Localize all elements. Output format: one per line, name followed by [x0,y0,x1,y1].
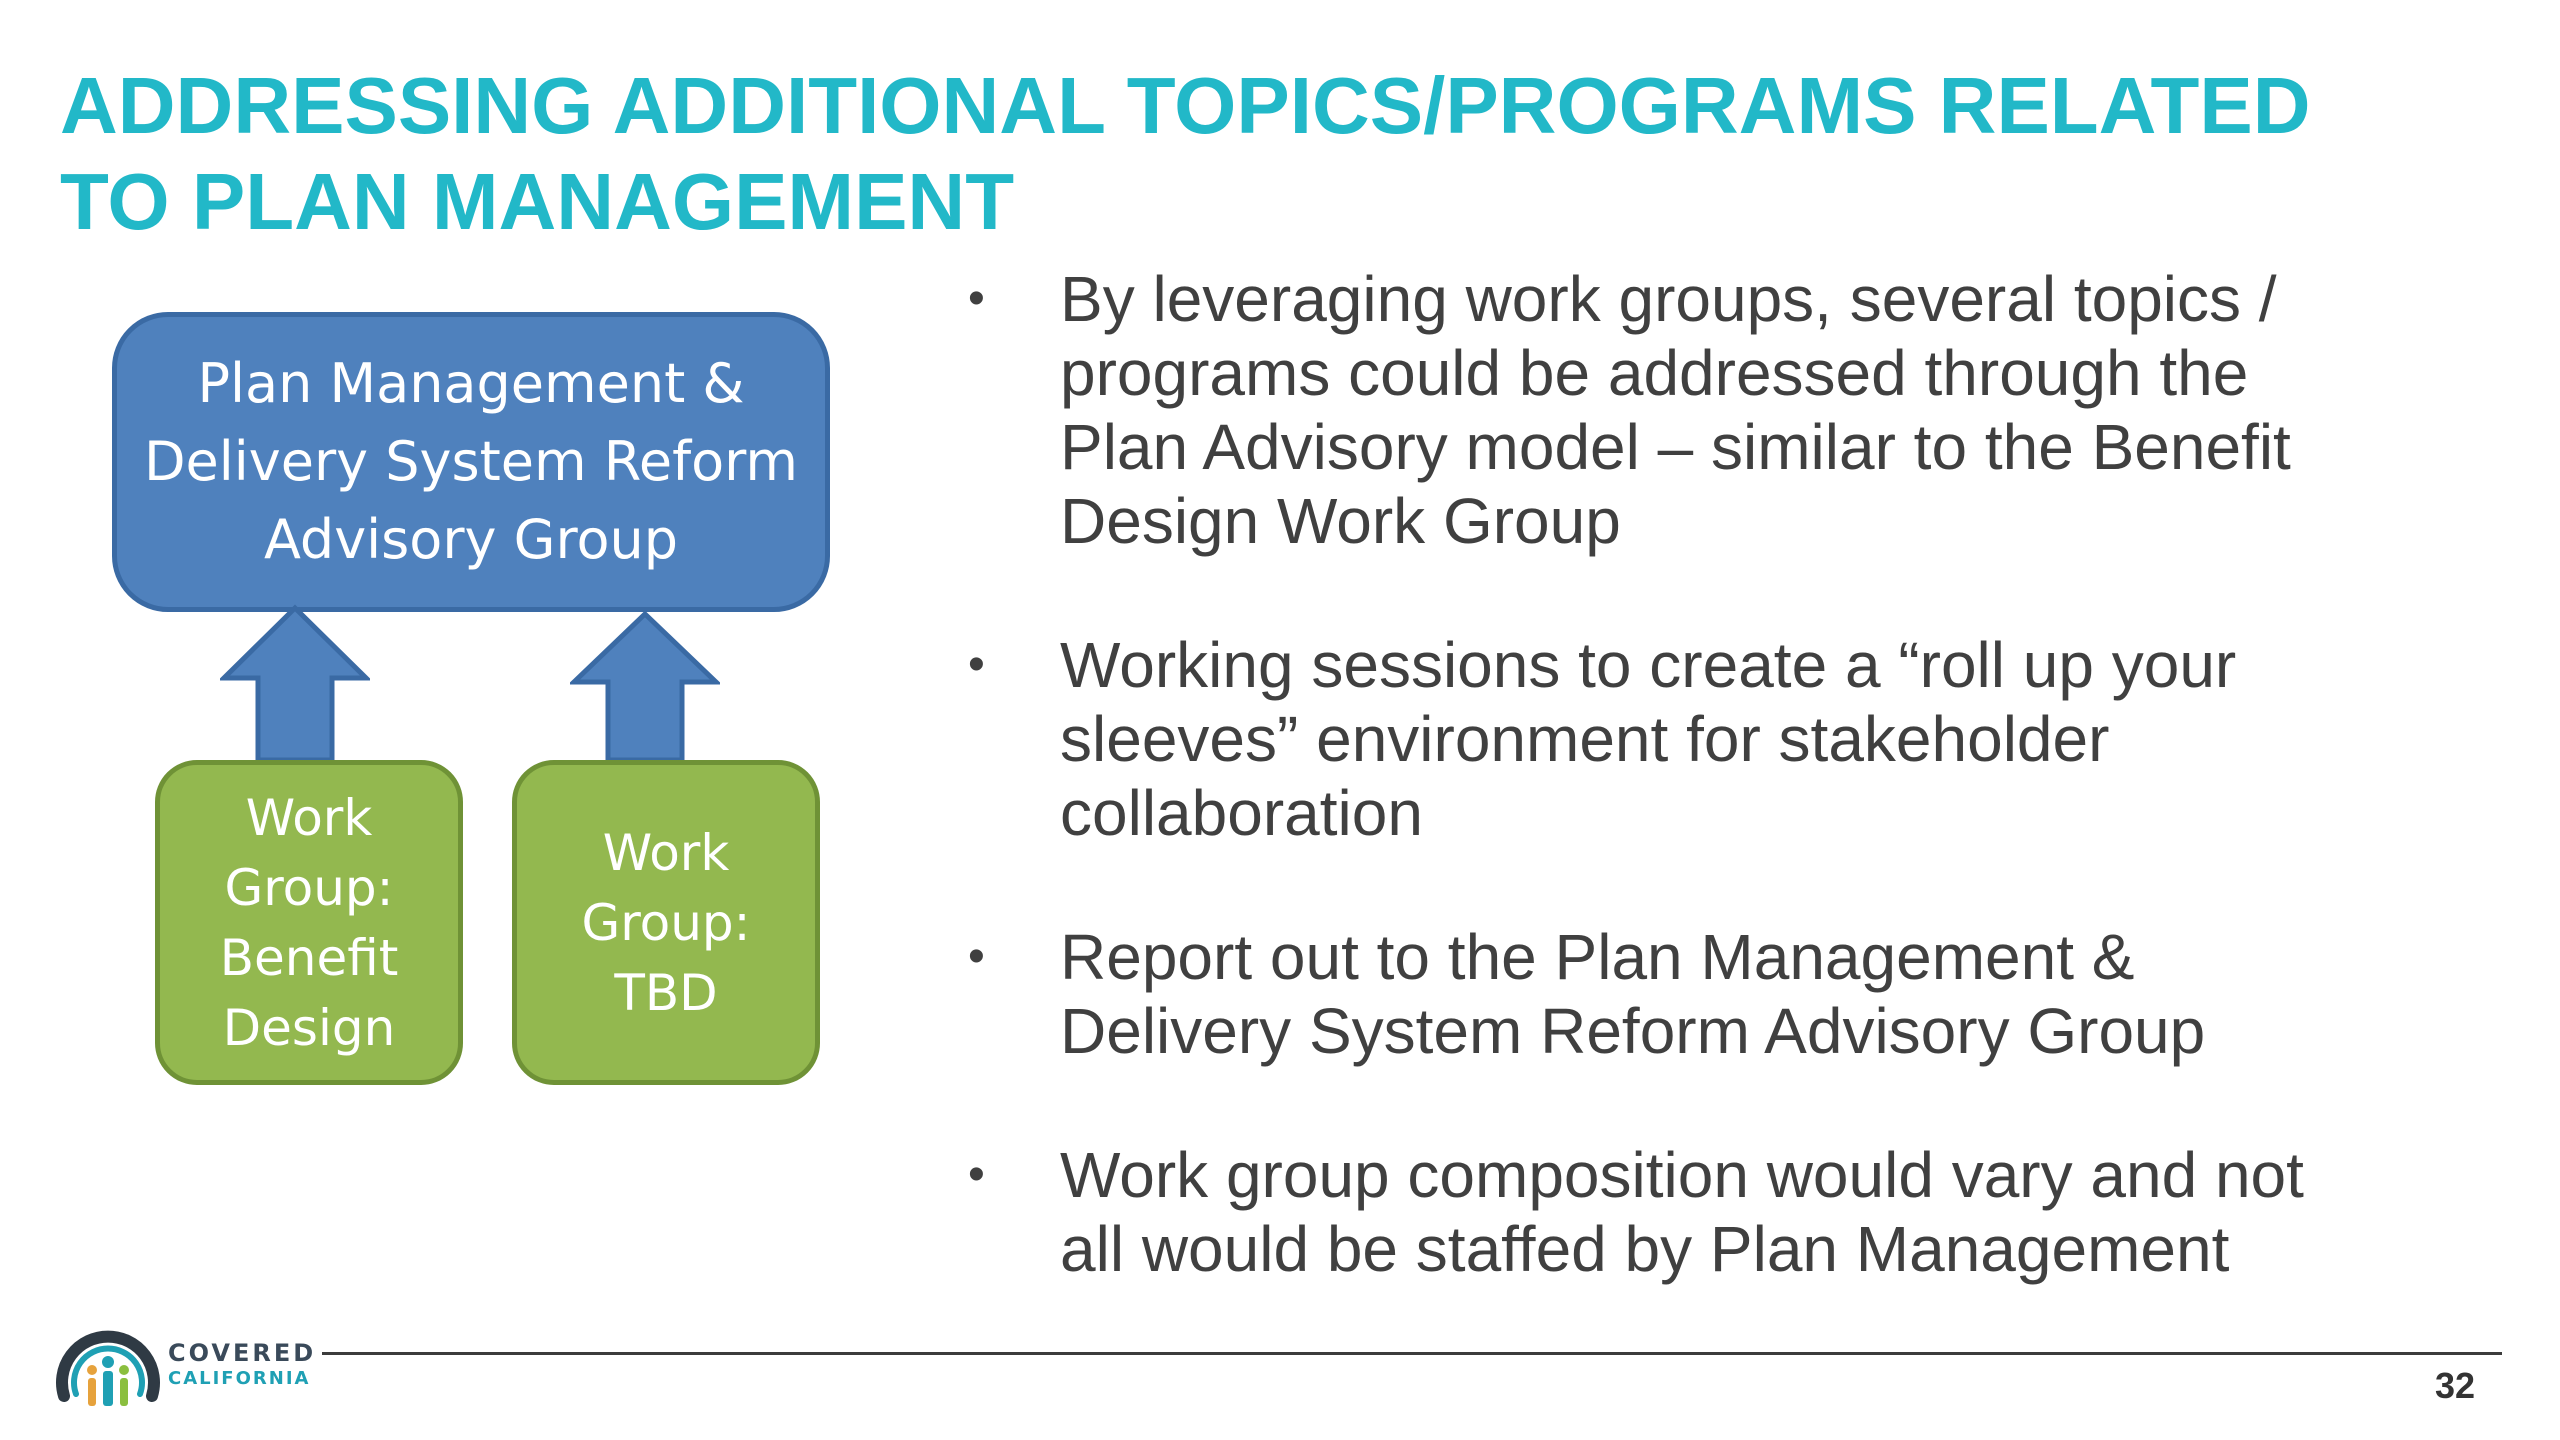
bullet-line: Delivery System Reform Advisory Group [1060,995,2206,1067]
advisory-group-line: Advisory Group [263,508,679,571]
bullet-line: all would be staffed by Plan Management [1060,1213,2230,1285]
work-group-line: Group: [581,893,751,952]
work-group-line: Work [602,823,730,882]
work-group-line: Work [245,788,373,847]
bullet-item [960,262,2460,558]
bullet-marker: • [968,272,985,325]
page-number: 32 [2435,1365,2476,1406]
title-line: TO PLAN MANAGEMENT [60,157,1015,246]
org-diagram [0,0,900,1200]
up-arrow-icon [570,610,720,764]
bullet-item [960,920,2460,1068]
logo-line: CALIFORNIA [168,1368,311,1389]
bullet-item [960,1138,2460,1286]
bullet-line: By leveraging work groups, several topics / [1060,263,2277,335]
bullet-line: programs could be addressed through the [1060,337,2249,409]
bullet-line: collaboration [1060,777,1423,849]
covered-california-logo-icon [52,1310,164,1422]
bullet-marker: • [968,638,985,691]
advisory-group-line: Delivery System Reform [143,430,799,493]
advisory-group-line: Plan Management & [197,352,745,415]
bullet-marker: • [968,1148,985,1201]
bullet-line: Design Work Group [1060,485,1621,557]
bullet-line: Report out to the Plan Management & [1060,921,2135,993]
bullet-line: Plan Advisory model – similar to the Benefit [1060,411,2291,483]
footer-divider [322,1352,2502,1355]
up-arrow-icon [220,604,370,764]
bullet-list [960,262,2460,1286]
work-group-line: Design [222,998,396,1057]
work-group-line: TBD [614,963,718,1022]
work-group-line: Group: [224,858,394,917]
work-group-tbd-box [512,760,820,1085]
logo-wordmark [168,1340,316,1392]
bullet-line: Working sessions to create a “roll up your [1060,629,2237,701]
title-line: ADDRESSING ADDITIONAL TOPICS/PROGRAMS RELATED [60,61,2311,150]
work-group-benefit-design-box [155,760,463,1085]
bullet-line: Work group composition would vary and not [1060,1139,2304,1211]
bullet-marker: • [968,930,985,983]
logo-line: COVERED [168,1339,317,1367]
bullet-line: sleeves” environment for stakeholder [1060,703,2110,775]
bullet-item [960,628,2460,850]
advisory-group-box [112,312,830,612]
work-group-line: Benefit [219,928,399,987]
